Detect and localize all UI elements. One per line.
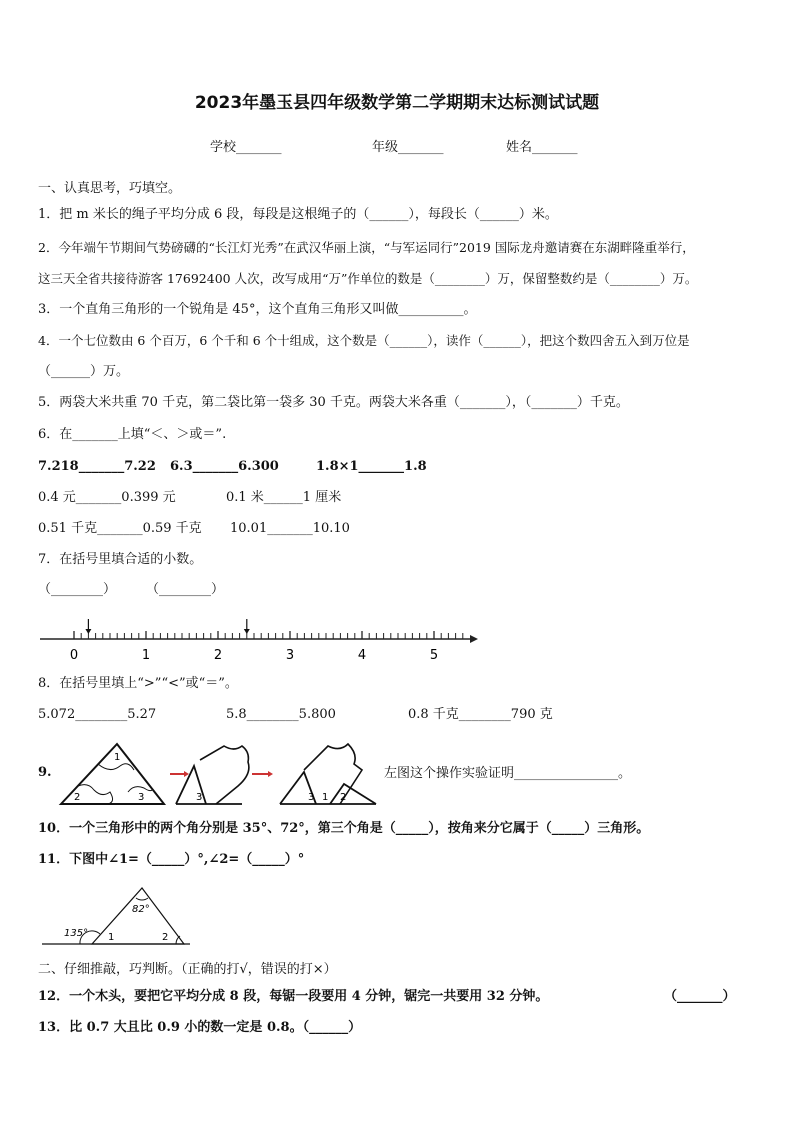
angle-label-1: 1 xyxy=(322,792,329,803)
number-line-markers xyxy=(85,619,249,634)
section-2-heading: 二、仔细推敲，巧判断。（正确的打√，错误的打×） xyxy=(38,962,337,977)
section-1-heading: 一、认真思考，巧填空。 xyxy=(38,181,182,196)
question-9-number: 9. xyxy=(38,765,52,780)
q8-item: 5.8________5.800 xyxy=(226,707,336,722)
angle-label-2: 2 xyxy=(340,792,347,803)
number-line-arrowhead xyxy=(470,635,478,643)
q6-item: 0.4 元_______0.399 元 xyxy=(38,490,176,505)
question-2-line-1: 2．今年端午节期间气势磅礴的“长江灯光秀”在武汉华丽上演，“与军运同行”2019 国际龙舟邀请赛在东湖畔隆重举行， xyxy=(38,240,695,255)
triangle-tearing-figure xyxy=(58,740,378,808)
question-4-line-1: 4．一个七位数由 6 个百万，6 个千和 6 个十组成，这个数是（______），读作（______），把这个数四舍五入到万位是 xyxy=(38,333,690,348)
question-5: 5．两袋大米共重 70 千克，第二袋比第一袋多 30 千克。两袋大米各重（_______），（_______）千克。 xyxy=(38,395,629,410)
question-3: 3．一个直角三角形的一个锐角是 45°，这个直角三角形又叫做__________。 xyxy=(38,302,477,317)
angle-arc xyxy=(136,898,148,900)
question-6: 6．在_______上填“＜、＞或＝”. xyxy=(38,427,227,442)
q8-item: 5.072________5.27 xyxy=(38,707,157,722)
tick-label: 5 xyxy=(429,648,439,663)
tick-label: 2 xyxy=(213,648,223,663)
down-arrow-marker xyxy=(244,619,250,634)
question-12-blank: （_______） xyxy=(664,989,736,1004)
q6-item: 6.3_______6.300 xyxy=(170,459,279,474)
torn-piece xyxy=(200,746,249,804)
q6-item: 7.218_______7.22 xyxy=(38,459,156,474)
question-7: 7．在括号里填合适的小数。 xyxy=(38,552,203,567)
grade-field: 年级_______ xyxy=(372,140,444,155)
tick-label: 3 xyxy=(285,648,295,663)
corner-piece xyxy=(330,784,376,804)
triangle xyxy=(92,888,184,944)
angle-1-label: 1 xyxy=(108,932,115,943)
tear-line xyxy=(78,785,113,804)
number-line-labels xyxy=(70,648,438,663)
q6-item: 10.01_______10.10 xyxy=(230,521,350,536)
q6-item: 0.51 千克_______0.59 千克 xyxy=(38,521,202,536)
number-line xyxy=(36,615,480,663)
name-field: 姓名_______ xyxy=(506,140,578,155)
angle-label-2: 2 xyxy=(74,792,81,803)
q6-item: 0.1 米______1 厘米 xyxy=(226,490,342,505)
outside-angle-label: 135° xyxy=(64,928,89,939)
tick-label: 4 xyxy=(357,648,367,663)
angle-label-3: 3 xyxy=(196,792,203,803)
question-1: 1．把 m 米长的绳子平均分成 6 段，每段是这根绳子的（______），每段长（______）米。 xyxy=(38,207,558,222)
question-4-line-2: （______）万。 xyxy=(38,364,130,379)
question-8: 8．在括号里填上“>”“<”或“＝”。 xyxy=(38,676,238,691)
q6-item: 1.8×1_______1.8 xyxy=(316,459,427,474)
q8-item: 0.8 千克________790 克 xyxy=(408,707,553,722)
page-title: 2023年墨玉县四年级数学第二学期期末达标测试试题 xyxy=(194,93,600,113)
school-field: 学校_______ xyxy=(210,140,282,155)
angle-triangle-figure xyxy=(40,882,192,948)
question-9-text: 左图这个操作实验证明________________。 xyxy=(384,766,632,781)
angle-label-1: 1 xyxy=(114,752,121,763)
question-2-line-2: 这三天全省共接待游客 17692400 人次，改写成用“万”作单位的数是（________）万，保留整数约是（________）万。 xyxy=(38,271,698,286)
angle-label-3: 3 xyxy=(308,792,315,803)
question-13: 13．比 0.7 大且比 0.9 小的数一定是 0.8。（______） xyxy=(38,1020,362,1035)
question-10: 10．一个三角形中的两个角分别是 35°、72°，第三个角是（_____），按角来分它属于（_____）三角形。 xyxy=(38,821,650,836)
tick-label: 0 xyxy=(69,648,79,663)
angle-2-label: 2 xyxy=(162,932,169,943)
q7-blank-1: （________） xyxy=(38,582,117,597)
question-11: 11．下图中∠1=（_____）°,∠2=（_____）° xyxy=(38,852,305,867)
question-12: 12．一个木头，要把它平均分成 8 段，每锯一段要用 4 分钟，锯完一共要用 32 分钟。 xyxy=(38,989,549,1004)
down-arrow-marker xyxy=(85,619,91,634)
angle-label-3: 3 xyxy=(138,792,145,803)
number-line-ticks xyxy=(74,631,463,639)
tear-line xyxy=(98,764,134,770)
red-arrow-head xyxy=(268,771,273,777)
top-angle-label: 82° xyxy=(132,904,150,915)
q7-blank-2: （________） xyxy=(146,582,225,597)
tick-label: 1 xyxy=(141,648,151,663)
